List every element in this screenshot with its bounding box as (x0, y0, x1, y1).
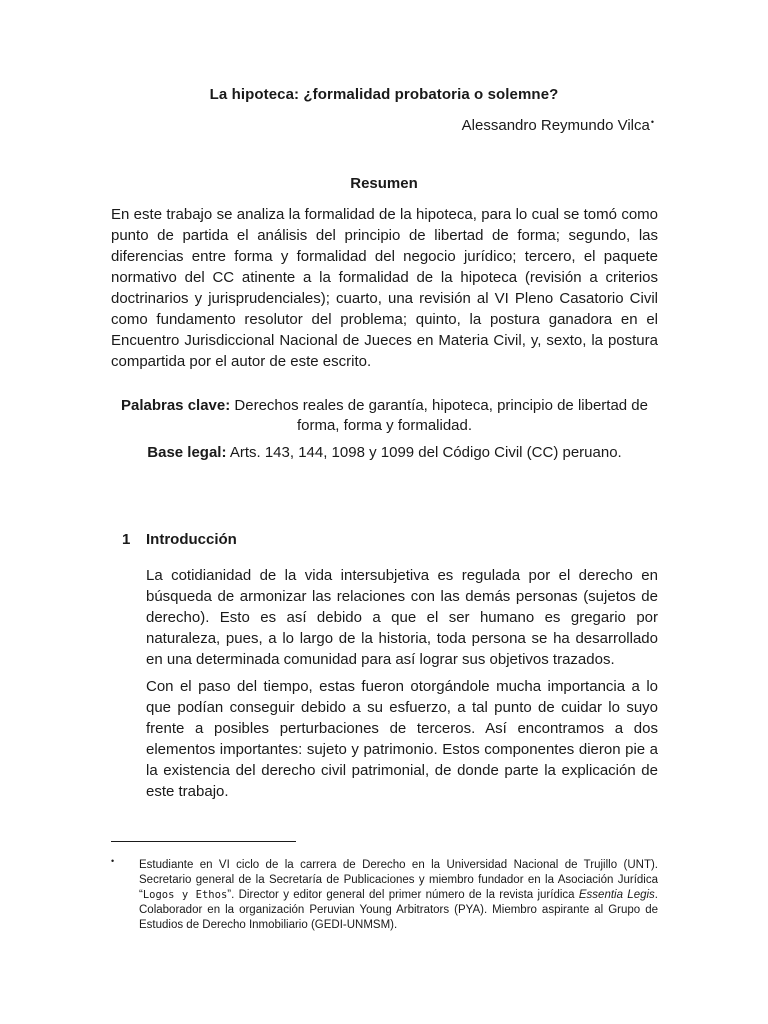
section-heading (122, 531, 237, 548)
footnote-association-name: Logos y Ethos (142, 889, 228, 901)
document-title: La hipoteca: ¿formalidad probatoria o solemne? (209, 86, 559, 103)
footnote-text (139, 858, 658, 933)
legal-basis-label: Base legal: (147, 444, 227, 461)
body-paragraph: La cotidianidad de la vida intersubjetiva es regulada por el derecho en búsqueda de armonizar las relaciones con las demás personas (sujetos de derecho). Esto es así debido a que el ser humano es gregario por naturaleza, pues, a lo largo de la historia, toda persona se ha desarrollado en una determinada comunidad para así lograr sus objetivos trazados. (146, 567, 658, 668)
section-number: 1 (122, 531, 131, 548)
abstract-text: En este trabajo se analiza la formalidad de la hipoteca, para lo cual se tomó como punto de partida el análisis del principio de libertad de forma; segundo, las diferencias entre forma y formalidad del negocio jurídico; tercero, el paquete normativo del CC atinente a la formalidad de la hipoteca (revisión a criterios doctrinarios y jurisprudenciales); cuarto, una revisión al VI Pleno Casatorio Civil como fundamento resolutor del problema; quinto, la postura ganadora en el Encuentro Jurisdiccional Nacional de Jueces en Materia Civil, y, sexto, la postura compartida por el autor de este escrito. (111, 206, 658, 370)
body-paragraph: Con el paso del tiempo, estas fueron otorgándole mucha importancia a lo que podían conseguir debido a su esfuerzo, a tal punto de cuidar lo suyo frente a posibles perturbaciones de terceros. Así encontramos a dos elementos importantes: sujeto y patrimonio. Estos componentes dieron pie a la existencia del derecho civil patrimonial, de donde parte la explicación de este trabajo. (146, 678, 658, 800)
legal-basis-text: Arts. 143, 144, 1098 y 1099 del Código Civil (CC) peruano. (226, 444, 622, 461)
footnote-part-1: Estudiante en VI ciclo de la carrera de Derecho en la Universidad Nacional de Trujillo (UNT). Secretario general de la Secretaría de Publicaciones y miembro fundador en la Asociación Jurídica “ (139, 859, 658, 901)
keywords-label: Palabras clave: (120, 397, 231, 414)
footnote-mark: • (111, 856, 115, 866)
footnote-journal-name: Essentia Legis (578, 889, 655, 901)
footnote-separator (111, 841, 296, 842)
section-title: Introducción (146, 531, 237, 548)
author-name: Alessandro Reymundo Vilca (461, 117, 650, 134)
author-line (462, 117, 654, 134)
keywords-text: Derechos reales de garantía, hipoteca, principio de libertad de forma, forma y formalidad. (230, 397, 648, 434)
author-footnote-mark: • (650, 117, 654, 127)
legal-basis (111, 443, 658, 463)
abstract-heading: Resumen (350, 175, 418, 192)
footnote-part-2: ”. Director y editor general del primer número de la revista jurídica (227, 889, 579, 901)
keywords (111, 396, 658, 436)
footnote-part-3: . Colaborador en la organización Peruvian Young Arbitrators (PYA). Miembro aspirante al Grupo de Estudios de Derecho Inmobiliario (GEDI-UNMSM). (139, 889, 658, 931)
